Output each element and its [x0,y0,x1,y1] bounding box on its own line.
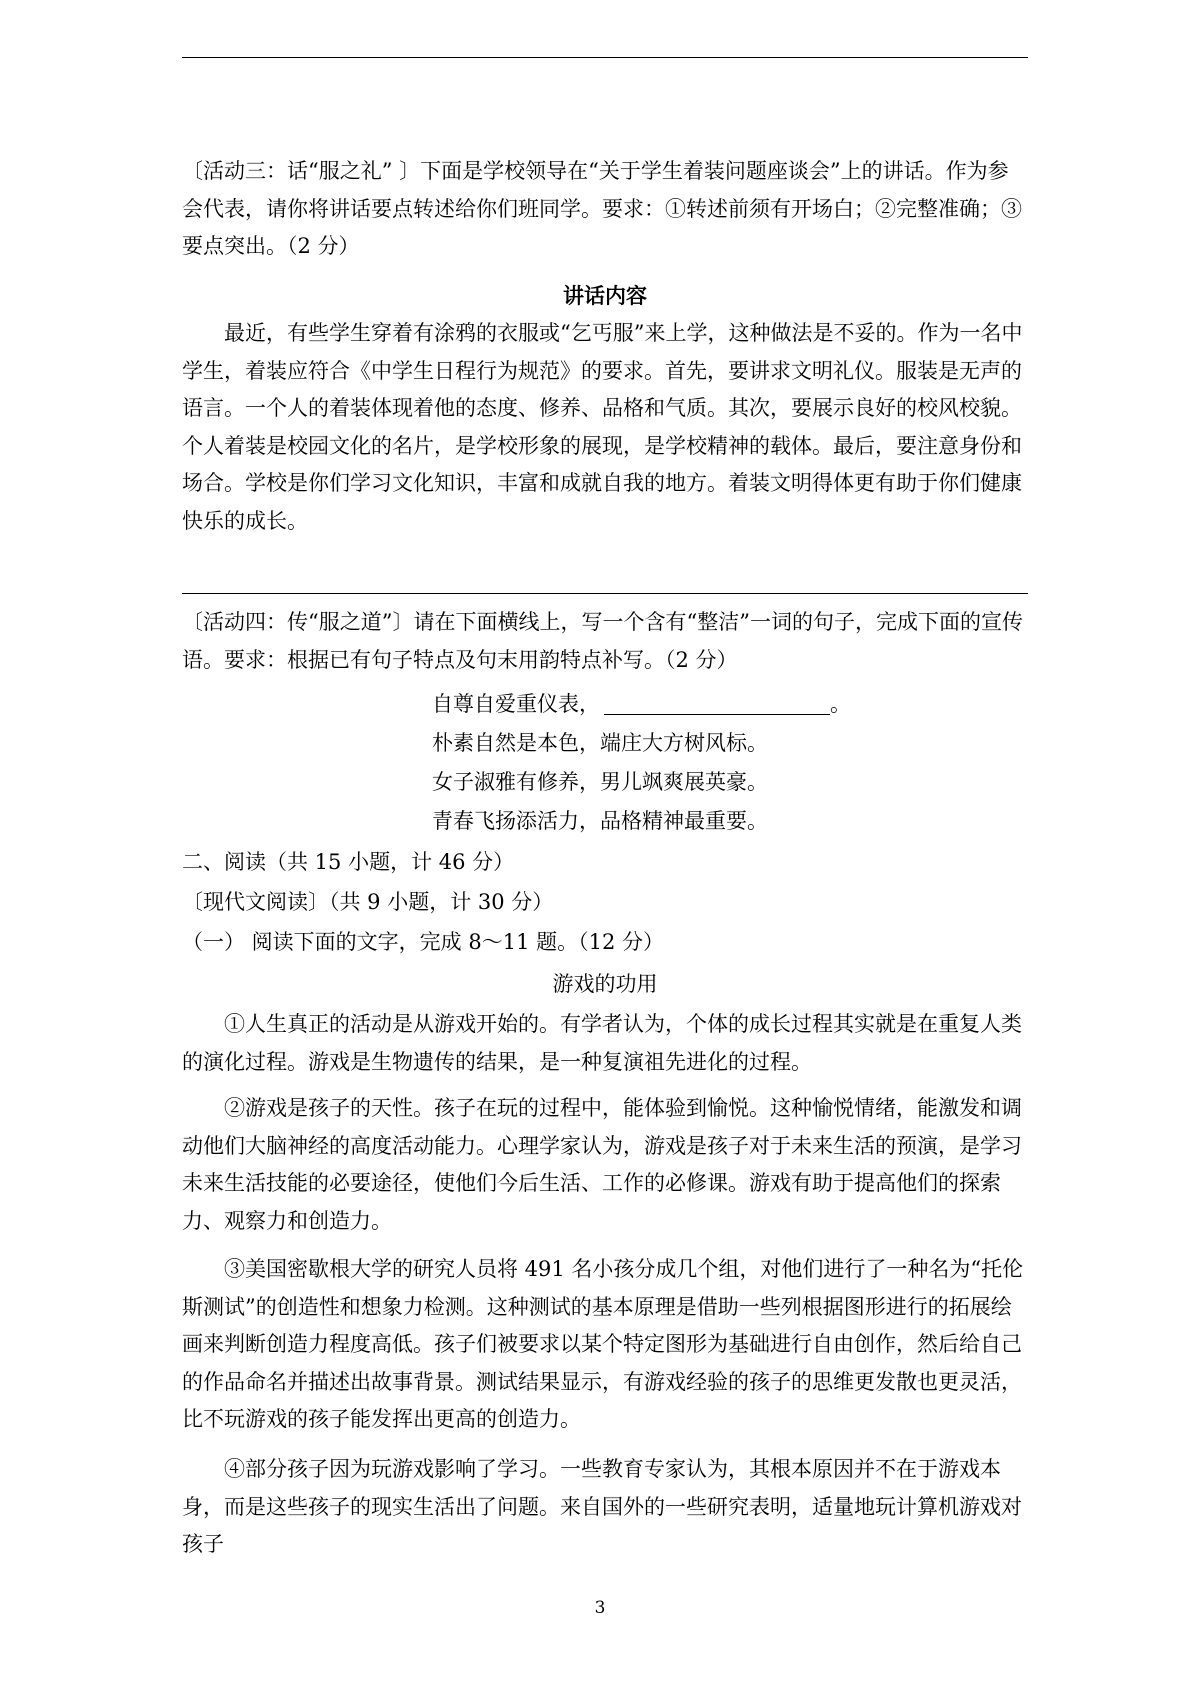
section-heading: 二、阅读（共 15 小题，计 46 分） [182,850,515,874]
slogan-line-1 [432,685,851,724]
article-title: 游戏的功用 [552,972,658,996]
activity4-instructions: 〔活动四：传“服之道”〕请在下面横线上，写一个含有“整洁”一词的句子，完成下面的宣传语。要求：根据已有句子特点及句末用韵特点补写。（2 分） [182,610,1023,672]
slogan-line-1-suffix: 。 [830,692,851,716]
modern-reading-heading: 〔现代文阅读〕（共 9 小题，计 30 分） [182,890,554,914]
article-paragraph-4: ④部分孩子因为玩游戏影响了学习。一些教育专家认为，其根本原因并不在于游戏本身，而是这些孩子的现实生活出了问题。来自国外的一些研究表明，适量地玩计算机游戏对孩子 [182,1457,1022,1556]
article-paragraph-2: ②游戏是孩子的天性。孩子在玩的过程中，能体验到愉悦。这种愉悦情绪，能激发和调动他们大脑神经的高度活动能力。心理学家认为，游戏是孩子对于未来生活的预演，是学习未来生活技能的必要途径，使他们今后生活、工作的必修课。游戏有助于提高他们的探索力、观察力和创造力。 [182,1096,1022,1233]
slogan-line-2: 朴素自然是本色，端庄大方树风标。 [432,731,768,755]
article-paragraph-3: ③美国密歇根大学的研究人员将 491 名小孩分成几个组，对他们进行了一种名为“托伦斯测试”的创造性和想象力检测。这种测试的基本原理是借助一些列根据图形进行的拓展绘画来判断创造力程度高低。孩子们被要求以某个特定图形为基础进行自由创作，然后给自己的作品命名并描述出故事背景。测试结果显示，有游戏经验的孩子的思维更发散也更灵活，比不玩游戏的孩子能发挥出更高的创造力。 [182,1257,1024,1431]
top-rule [182,57,1028,58]
speech-body: 最近，有些学生穿着有涂鸦的衣服或“乞丐服”来上学，这种做法是不妥的。作为一名中学生，着装应符合《中学生日程行为规范》的要求。首先，要讲求文明礼仪。服装是无声的语言。一个人的着装体现着他的态度、修养、品格和气质。其次，要展示良好的校风校貌。个人着装是校园文化的名片，是学校形象的展现，是学校精神的载体。最后，要注意身份和场合。学校是你们学习文化知识，丰富和成就自我的地方。着装文明得体更有助于你们健康快乐的成长。 [182,321,1023,533]
slogan-line-3: 女子淑雅有修养，男儿飒爽展英豪。 [432,770,768,794]
speech-title: 讲话内容 [563,283,647,308]
page-number: 3 [594,1598,606,1618]
slogan-line-1-prefix: 自尊自爱重仪表， [432,692,600,716]
activity3-instructions: 〔活动三：话“服之礼” 〕下面是学校领导在“关于学生着装问题座谈会”上的讲话。作为参会代表，请你将讲话要点转述给你们班同学。要求：①转述前须有开场白；②完整准确；③要点突出。（2 分） [182,159,1022,258]
article-paragraph-1: ①人生真正的活动是从游戏开始的。有学者认为，个体的成长过程其实就是在重复人类的演化过程。游戏是生物遗传的结果，是一种复演祖先进化的过程。 [182,1012,1022,1074]
slogan-line-4: 青春飞扬添活力，品格精神最重要。 [432,809,768,833]
answer-blank-line[interactable] [604,690,830,715]
divider-rule [182,593,1028,594]
part-one-instructions: （一） 阅读下面的文字，完成 8～11 题。（12 分） [182,930,665,954]
